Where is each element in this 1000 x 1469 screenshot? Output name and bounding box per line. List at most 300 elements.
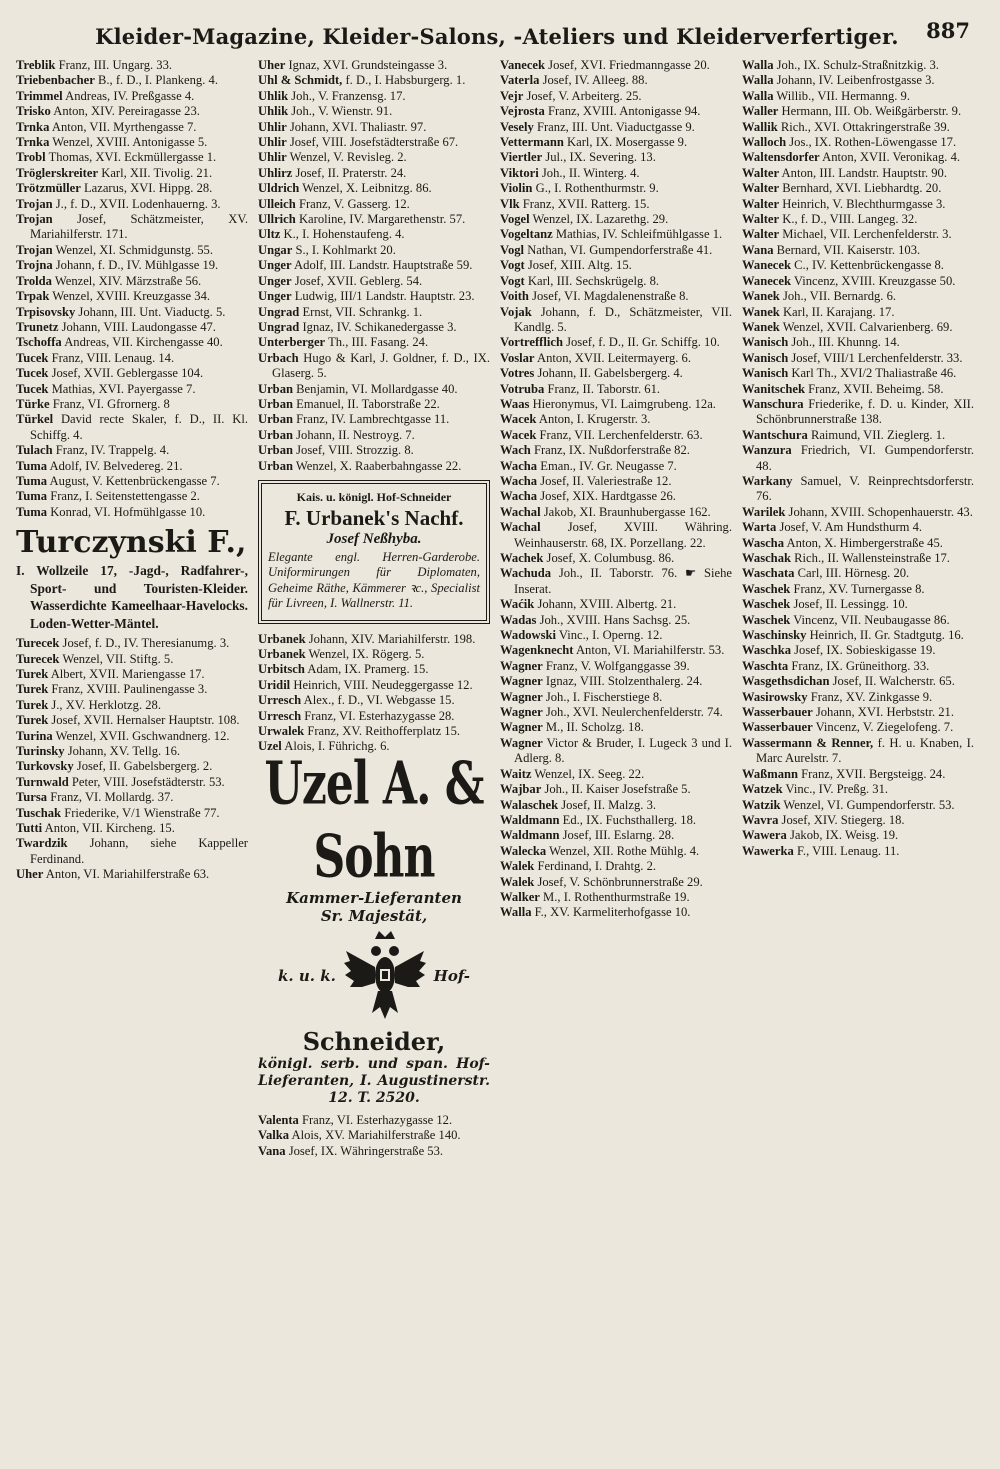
directory-entry — [742, 505, 974, 520]
entry-details: Joh., II. Winterg. 4. — [541, 165, 640, 180]
entry-surname: Trolda — [16, 273, 52, 288]
directory-entry — [16, 73, 248, 88]
directory-entry — [500, 135, 732, 150]
entry-details: Johann, II. Nestroyg. 7. — [296, 427, 415, 442]
entry-surname: Turecek — [16, 651, 60, 666]
directory-entry — [742, 566, 974, 581]
entry-surname: Wanisch — [742, 366, 789, 381]
entry-surname: Voith — [500, 289, 529, 304]
directory-entry — [258, 1128, 490, 1143]
entry-details: Anton, VII. Myrthengasse 7. — [51, 119, 197, 134]
directory-entry — [742, 474, 974, 505]
ad-firm-name: F. Urbanek's Nachf. — [284, 505, 464, 530]
entry-surname: Tursa — [16, 790, 48, 805]
entry-surname: Uzel — [258, 739, 282, 754]
running-title: Kleider-Magazine, Kleider-Salons, -Ateliers und Kleiderverfertiger. — [95, 24, 899, 49]
entry-details: Mathias, XVI. Payergasse 7. — [51, 381, 196, 396]
directory-entry — [742, 690, 974, 705]
entry-details: Wenzel, XVII. Calvarienberg. 69. — [782, 319, 953, 334]
entry-surname: Vettermann — [500, 135, 564, 150]
directory-entry — [16, 652, 248, 667]
directory-entry — [742, 428, 974, 443]
entry-surname: Ullrich — [258, 212, 296, 227]
directory-entry — [500, 674, 732, 689]
directory-entry — [500, 366, 732, 381]
directory-entry — [258, 724, 490, 739]
directory-entry — [742, 351, 974, 366]
entry-details: Karoline, IV. Margarethenstr. 57. — [298, 212, 466, 227]
entry-details: Joh., III. Khunng. 14. — [791, 335, 900, 350]
directory-entry — [500, 382, 732, 397]
directory-entry — [258, 1113, 490, 1128]
directory-entry — [500, 551, 732, 566]
entry-details: Andreas, VII. Kirchengasse 40. — [64, 335, 223, 350]
entry-surname: Turek — [16, 697, 49, 712]
entry-surname: Urban — [258, 443, 293, 458]
entry-details: Josef, II. Walcherstr. 65. — [832, 674, 955, 689]
double-eagle-emblem-icon — [342, 929, 428, 1023]
entry-details: J., f. D., XVII. Lodenhauerng. 3. — [55, 196, 221, 211]
entry-details: Vincenz, V. Ziegelofeng. 7. — [815, 720, 954, 735]
entry-details: Michael, VII. Lerchenfelderstr. 3. — [782, 227, 952, 242]
entry-details: Josef, Schätzmeister, XV. Mariahilferstr. 171. — [30, 212, 248, 242]
entry-details: Josef, V. Schönbrunnerstraße 29. — [537, 874, 703, 889]
directory-entry — [500, 613, 732, 628]
page-number: 887 — [926, 18, 970, 43]
entry-details: Anton, XVII. Veronikag. 4. — [822, 150, 961, 165]
entry-details: Johann, XIV. Mariahilferstr. 198. — [308, 631, 476, 646]
entry-surname: Walek — [500, 859, 535, 874]
entry-details: Franz, XV. Turnergasse 8. — [793, 581, 925, 596]
entry-details: Franz, VI. Gfrornerg. 8 — [52, 396, 170, 411]
entry-details: J., XV. Herklotzg. 28. — [51, 697, 161, 712]
directory-entry — [742, 767, 974, 782]
directory-entry — [742, 720, 974, 735]
entry-details: Alex., f. D., VI. Webgasse 15. — [303, 693, 455, 708]
entry-details: Franz, V. Wolfganggasse 39. — [545, 658, 690, 673]
entry-surname: Wascha — [742, 535, 784, 550]
directory-entry — [500, 643, 732, 658]
entry-surname: Waltensdorfer — [742, 150, 820, 165]
entry-details: Josef, XVIII. Währing. Weinhauserstr. 68, IX. Porzellang. 22. — [514, 520, 732, 550]
directory-entry — [258, 693, 490, 708]
entry-details: Johann, XVI. Thaliastr. 97. — [289, 119, 427, 134]
directory-entry — [500, 335, 732, 350]
entry-details: Victor & Bruder, I. Lugeck 3 und I. Adlerg. 8. — [514, 735, 732, 766]
turczynski-listing — [16, 524, 248, 632]
directory-entry — [258, 1144, 490, 1159]
entry-surname: Tulach — [16, 443, 53, 458]
directory-entry — [16, 759, 248, 774]
directory-entry — [500, 489, 732, 504]
entry-details: Anton, XVII. Leitermayerg. 6. — [537, 350, 691, 365]
entry-details: Joh., XVIII. Hans Sachsg. 25. — [539, 612, 691, 627]
entry-surname: Trobl — [16, 150, 46, 165]
directory-entry — [742, 536, 974, 551]
entry-surname: Vogt — [500, 258, 525, 273]
entry-details: Josef, XVII. Hernalser Hauptstr. 108. — [51, 713, 240, 728]
entry-details: Johann, XVIII. Albertg. 21. — [537, 597, 677, 612]
entry-surname: Warkany — [742, 473, 793, 488]
entry-details: Josef, V. Am Hundsthurm 4. — [779, 520, 923, 535]
entry-surname: Wanek — [742, 319, 780, 334]
directory-entry — [500, 412, 732, 427]
entry-details: Nathan, VI. Gumpendorferstraße 41. — [527, 242, 713, 257]
directory-entry — [500, 428, 732, 443]
entry-details: Josef, V. Arbeiterg. 25. — [526, 88, 642, 103]
entry-surname: Urwalek — [258, 724, 305, 739]
entry-list-col2c — [258, 1113, 490, 1159]
directory-entry — [258, 428, 490, 443]
directory-entry — [258, 709, 490, 724]
entry-surname: Walloch — [742, 135, 787, 150]
entry-details: Wenzel, X. Raaberbahngasse 22. — [295, 458, 462, 473]
entry-details: Josef, XVI. Friedmanngasse 20. — [548, 58, 710, 72]
entry-details: Peter, VIII. Josefstädterstr. 53. — [71, 774, 225, 789]
directory-entry — [16, 243, 248, 258]
entry-details: S., I. Kohlmarkt 20. — [295, 242, 396, 257]
entry-surname: Tuma — [16, 458, 48, 473]
directory-entry — [742, 397, 974, 428]
entry-details: Vincenz, XVIII. Kreuzgasse 50. — [793, 273, 956, 288]
entry-surname: Wagner — [500, 674, 543, 689]
directory-entry — [500, 459, 732, 474]
ad-hof-schneider: Kais. u. königl. Hof-Schneider — [296, 489, 452, 504]
entry-surname: Trunetz — [16, 319, 59, 334]
entry-surname: Uhl & Schmidt, — [258, 73, 343, 88]
entry-details: f. H. u. Knaben, I. Marc Aurelstr. 7. — [756, 735, 975, 766]
directory-entry — [258, 335, 490, 350]
entry-details: Heinrich, II. Gr. Stadtgutg. 16. — [809, 628, 964, 643]
directory-entry — [742, 382, 974, 397]
directory-entry — [742, 212, 974, 227]
entry-surname: Urban — [258, 381, 293, 396]
directory-entry — [258, 120, 490, 135]
uzel-majestaet: Sr. Majestät, — [320, 906, 428, 925]
entry-details: Joh., II. Kaiser Josefstraße 5. — [544, 782, 691, 797]
entry-details: Johann, II. Gabelsbergerg. 4. — [537, 366, 683, 381]
directory-entry — [742, 551, 974, 566]
entry-surname: Viertler — [500, 150, 543, 165]
directory-entry — [742, 197, 974, 212]
entry-surname: Turek — [16, 713, 49, 728]
entry-surname: Wanecek — [742, 273, 791, 288]
directory-entry — [16, 744, 248, 759]
entry-details: Karl, XII. Tivolig. 21. — [101, 165, 213, 180]
entry-details: Josef, VI. Magdalenenstraße 8. — [532, 289, 689, 304]
entry-surname: Waschinsky — [742, 628, 807, 643]
directory-entry — [500, 905, 732, 920]
entry-surname: Urbitsch — [258, 662, 305, 677]
entry-surname: Walter — [742, 181, 780, 196]
entry-surname: Voslar — [500, 350, 535, 365]
directory-entry — [500, 520, 732, 551]
entry-surname: Walla — [742, 58, 774, 72]
directory-entry — [500, 505, 732, 520]
entry-details: Bernhard, XVI. Liebhardtg. 20. — [782, 181, 942, 196]
directory-entry — [500, 798, 732, 813]
ad-owner-name: Josef Neßhyba. — [326, 530, 422, 547]
entry-surname: Valenta — [258, 1112, 299, 1127]
directory-entry — [742, 736, 974, 767]
directory-entry — [500, 782, 732, 797]
entry-details: Joh., V. Wienstr. 91. — [291, 104, 393, 119]
directory-entry — [742, 782, 974, 797]
directory-entry — [742, 659, 974, 674]
urbanek-advertisement — [258, 480, 490, 624]
directory-entry — [258, 58, 490, 73]
entry-surname: Wassermann & Renner, — [742, 735, 874, 750]
directory-entry — [16, 397, 248, 412]
entry-details: Franz, VI. Esterhazygasse 28. — [304, 708, 455, 723]
entry-surname: Wachal — [500, 520, 541, 535]
entry-details: Wenzel, IX. Lazarethg. 29. — [532, 212, 669, 227]
directory-entry — [500, 628, 732, 643]
entry-details: Franz, VI. Esterhazygasse 12. — [301, 1112, 453, 1127]
entry-list-col2b — [258, 632, 490, 755]
directory-entry — [16, 305, 248, 320]
entry-details: Lazarus, XVI. Hippg. 28. — [83, 181, 213, 196]
entry-surname: Vejrosta — [500, 104, 545, 119]
entry-surname: Vogt — [500, 273, 525, 288]
entry-surname: Wacek — [500, 412, 537, 427]
entry-details: Karl, II. Karajang. 17. — [782, 304, 895, 319]
directory-entry — [258, 289, 490, 304]
entry-details: Franz, VII. Lerchenfelderstr. 63. — [539, 427, 703, 442]
entry-details: Franz, XVII. Ratterg. 15. — [522, 196, 650, 211]
directory-entry — [500, 166, 732, 181]
entry-surname: Walek — [500, 874, 535, 889]
directory-entry — [742, 89, 974, 104]
directory-entry — [16, 335, 248, 350]
turczynski-name: Turczynski F., — [16, 525, 247, 561]
directory-entry — [258, 443, 490, 458]
entry-list-col2 — [258, 58, 490, 474]
entry-list-col3 — [500, 58, 732, 921]
entry-surname: Wagner — [500, 735, 543, 750]
entry-surname: Uhlir — [258, 150, 287, 165]
entry-details: Mathias, IV. Schleifmühlgasse 1. — [555, 227, 723, 242]
directory-entry — [258, 104, 490, 119]
entry-surname: Wachal — [500, 504, 541, 519]
entry-surname: Walter — [742, 227, 780, 242]
entry-details: Josef, IV. Alleeg. 88. — [542, 73, 648, 88]
entry-details: Josef, X. Columbusg. 86. — [546, 551, 675, 565]
entry-details: Josef, II. Praterstr. 24. — [295, 165, 407, 180]
directory-entry — [16, 181, 248, 196]
entry-surname: Urban — [258, 412, 293, 427]
entry-details: Franz, VIII. Lenaug. 14. — [51, 350, 175, 365]
entry-surname: Uhlirz — [258, 165, 293, 180]
entry-surname: Warilek — [742, 504, 786, 519]
entry-surname: Tschoffa — [16, 335, 62, 350]
entry-details: Rich., XVI. Ottakringerstraße 39. — [780, 119, 950, 134]
entry-details: Alois, XV. Mariahilferstraße 140. — [291, 1128, 461, 1143]
uzel-kuk: k. u. k. — [278, 966, 336, 985]
directory-entry — [16, 443, 248, 458]
directory-entry — [258, 382, 490, 397]
entry-details: Wenzel, XVII. Gschwandnerg. 12. — [55, 728, 230, 743]
directory-entry — [258, 212, 490, 227]
directory-entry — [258, 662, 490, 677]
directory-entry — [16, 274, 248, 289]
directory-entry — [500, 813, 732, 828]
entry-details: Josef, III. Eslarng. 28. — [562, 828, 675, 843]
entry-surname: Tutti — [16, 821, 43, 836]
entry-details: F., VIII. Lenaug. 11. — [796, 843, 900, 858]
entry-details: Karl, IX. Mosergasse 9. — [567, 135, 688, 150]
directory-entry — [258, 258, 490, 273]
entry-surname: Waschak — [742, 551, 791, 565]
directory-entry — [500, 104, 732, 119]
entry-surname: Urresch — [258, 708, 302, 723]
directory-entry — [16, 836, 248, 867]
directory-entry — [742, 227, 974, 242]
entry-details: f. D., I. Habsburgerg. 1. — [345, 73, 466, 88]
entry-details: Adam, IX. Pramerg. 15. — [307, 662, 429, 677]
directory-entry — [742, 643, 974, 658]
entry-surname: Tucek — [16, 350, 49, 365]
entry-details: Franz, XV. Zinkgasse 9. — [810, 689, 933, 704]
entry-surname: Ungrad — [258, 319, 300, 334]
directory-entry — [500, 474, 732, 489]
entry-details: Thomas, XVI. Eckmüllergasse 1. — [48, 150, 217, 165]
directory-entry — [742, 628, 974, 643]
entry-details: Franz, XVII. Bergsteigg. 24. — [801, 766, 946, 781]
directory-entry — [16, 489, 248, 504]
directory-entry — [16, 197, 248, 212]
entry-details: Josef, II. Lessingg. 10. — [793, 597, 908, 612]
entry-surname: Wanschura — [742, 396, 804, 411]
entry-details: Bernard, VII. Kaiserstr. 103. — [776, 242, 921, 257]
column-2 — [258, 58, 490, 1159]
entry-surname: Vogeltanz — [500, 227, 553, 242]
entry-surname: Wach — [500, 443, 531, 458]
directory-entry — [258, 632, 490, 647]
entry-details: Franz, III. Ungarg. 33. — [58, 58, 173, 72]
entry-surname: Wawera — [742, 828, 787, 843]
entry-surname: Türke — [16, 396, 50, 411]
entry-surname: Uhlik — [258, 104, 289, 119]
entry-surname: Tuma — [16, 473, 48, 488]
entry-details: Joh., V. Franzensg. 17. — [291, 88, 406, 103]
entry-details: Jul., IX. Severing. 13. — [545, 150, 656, 165]
entry-details: Vinc., IV. Preßg. 31. — [785, 782, 889, 797]
entry-surname: Twardzik — [16, 836, 68, 851]
directory-entry — [258, 197, 490, 212]
uzel-kammer-lieferanten: Kammer-Lieferanten — [286, 888, 462, 907]
directory-entry — [500, 566, 732, 597]
directory-entry — [16, 258, 248, 273]
entry-details: Hieronymus, VI. Laimgrubeng. 12a. — [532, 396, 716, 411]
entry-details: Wenzel, IX. Seeg. 22. — [534, 766, 645, 781]
entry-details: Josef, VIII. Josefstädterstraße 67. — [289, 135, 459, 150]
entry-surname: Viktori — [500, 165, 539, 180]
directory-entry — [500, 227, 732, 242]
directory-entry — [16, 505, 248, 520]
directory-entry — [16, 320, 248, 335]
entry-surname: Wanzura — [742, 443, 792, 458]
entry-surname: Warta — [742, 520, 777, 535]
directory-entry — [16, 351, 248, 366]
entry-surname: Turkovsky — [16, 759, 74, 774]
entry-surname: Tuschak — [16, 805, 62, 820]
entry-surname: Wachek — [500, 551, 544, 565]
entry-surname: Treblik — [16, 58, 56, 72]
entry-surname: Wagner — [500, 705, 543, 720]
entry-details: M., II. Scholzg. 18. — [545, 720, 644, 735]
entry-surname: Wadowski — [500, 628, 556, 643]
turczynski-text: I. Wollzeile 17, -Jagd-, Radfahrer-, Sport- und Touristen-Kleider. Wasserdichte Kameelhaar-Havelocks. Loden-Wetter-Mäntel. — [16, 563, 248, 631]
directory-entry — [16, 58, 248, 73]
entry-surname: Wanisch — [742, 335, 789, 350]
entry-details: Joh., I. Fischerstiege 8. — [545, 689, 663, 704]
directory-entry — [16, 366, 248, 381]
entry-details: Wenzel, XII. Rothe Mühlg. 4. — [549, 843, 700, 858]
entry-details: Josef, f. D., II. Gr. Schiffg. 10. — [566, 335, 720, 350]
entry-surname: Waschta — [742, 658, 789, 673]
directory-entry — [500, 690, 732, 705]
entry-details: Wenzel, V. Revisleg. 2. — [289, 150, 407, 165]
entry-details: Johann, XV. Tellg. 16. — [67, 744, 181, 759]
entry-details: Franz, V. Gasserg. 12. — [298, 196, 410, 211]
entry-surname: Votres — [500, 366, 535, 381]
entry-surname: Ulleich — [258, 196, 296, 211]
entry-surname: Turina — [16, 728, 53, 743]
directory-entry — [500, 844, 732, 859]
column-1 — [16, 58, 248, 1159]
entry-surname: Wasgethsdichan — [742, 674, 830, 689]
directory-columns — [16, 58, 978, 1159]
entry-details: Josef, XIV. Stiegerg. 18. — [781, 812, 905, 827]
entry-details: Franz, XVII. Beheimg. 58. — [808, 381, 944, 396]
entry-details: C., IV. Kettenbrückengasse 8. — [794, 258, 944, 273]
directory-entry — [258, 678, 490, 693]
entry-details: Joh., II. Taborstr. 76. ☛ Siehe Inserat. — [514, 566, 732, 596]
directory-entry — [742, 844, 974, 859]
entry-surname: Wasserbauer — [742, 720, 813, 735]
entry-details: Anton, VI. Mariahilferstraße 63. — [45, 867, 210, 882]
entry-surname: Watzek — [742, 782, 783, 797]
directory-entry — [258, 89, 490, 104]
directory-entry — [16, 412, 248, 443]
directory-entry — [500, 58, 732, 73]
entry-details: Franz, XVIII. Antonigasse 94. — [547, 104, 701, 119]
entry-details: Josef, XIII. Altg. 15. — [527, 258, 632, 273]
entry-details: Johann, XVIII. Schopenhauerstr. 43. — [788, 504, 973, 519]
entry-surname: Wasserbauer — [742, 705, 813, 720]
entry-details: Wenzel, IX. Rögerg. 5. — [308, 647, 425, 661]
entry-details: Johann, VIII. Laudongasse 47. — [61, 319, 216, 334]
entry-surname: Waschek — [742, 612, 791, 627]
entry-details: Josef, VIII. Strozzig. 8. — [296, 443, 414, 458]
directory-entry — [742, 289, 974, 304]
directory-entry — [500, 181, 732, 196]
directory-entry — [500, 767, 732, 782]
entry-details: Josef, XVII. Geblerg. 54. — [294, 273, 423, 288]
uzel-schneider: Schneider, — [302, 1026, 446, 1056]
entry-surname: Trpisovsky — [16, 304, 76, 319]
entry-details: K., f. D., VIII. Langeg. 32. — [782, 212, 918, 227]
entry-surname: Urban — [258, 396, 293, 411]
directory-entry — [500, 659, 732, 674]
page-header — [16, 14, 978, 58]
entry-details: Johann, XVI. Herbststr. 21. — [815, 705, 954, 720]
directory-entry — [500, 828, 732, 843]
directory-entry — [258, 351, 490, 382]
entry-surname: Waćik — [500, 597, 535, 612]
entry-details: Franz, III. Unt. Viaductgasse 9. — [536, 119, 695, 134]
